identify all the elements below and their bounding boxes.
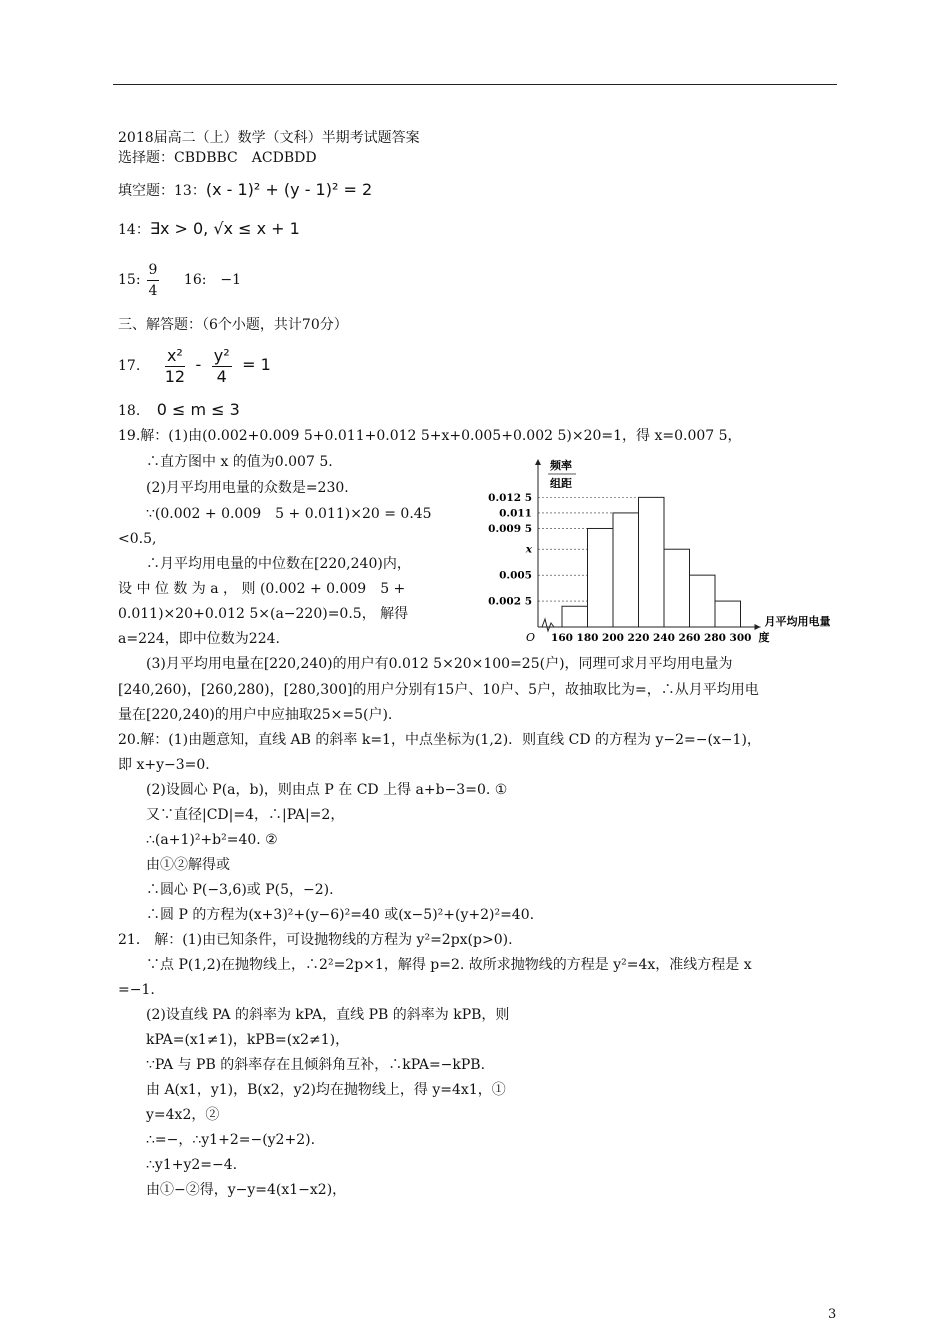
q19-line-6: ∴月平均用电量的中位数在[220,240)内， bbox=[146, 556, 411, 572]
q21-line-10: ∴y1+y2=−4. bbox=[146, 1157, 238, 1173]
q14-label: 14： bbox=[118, 222, 150, 238]
q21-line-4: (2)设直线 PA 的斜率为 kPA，直线 PB 的斜率为 kPB，则 bbox=[146, 1007, 510, 1023]
q19-line-9: a=224，即中位数为224. bbox=[118, 631, 280, 647]
q20-line-7: ∴圆心 P(−3,6)或 P(5，−2). bbox=[146, 882, 334, 898]
q17-num-2: y² bbox=[213, 345, 230, 365]
x-tick-label: 180 bbox=[576, 632, 599, 644]
q20-line-6: 由①②解得或 bbox=[146, 857, 230, 873]
q19-line-3: (2)月平均用电量的众数是=230. bbox=[146, 480, 349, 496]
q19-line-2: ∴直方图中 x 的值为0.007 5. bbox=[146, 454, 333, 470]
q17-rhs: = 1 bbox=[242, 355, 271, 374]
y-tick-label: 0.005 bbox=[499, 569, 532, 582]
q18-answer bbox=[118, 401, 240, 420]
histogram-bar bbox=[562, 606, 588, 627]
q20-line-3: (2)设圆心 P(a，b)，则由点 P 在 CD 上得 a+b−3=0. ① bbox=[146, 782, 508, 798]
axis-break bbox=[542, 619, 554, 631]
q13-expression: (x - 1)² + (y - 1)² = 2 bbox=[205, 180, 373, 199]
y-tick-label: x bbox=[525, 543, 532, 556]
q17-fraction-1 bbox=[165, 346, 185, 387]
q21-line-3: =−1. bbox=[118, 982, 155, 998]
x-tick-label: 300 bbox=[729, 632, 752, 644]
q17-fraction-2 bbox=[212, 346, 232, 387]
histogram-bar bbox=[690, 575, 716, 627]
histogram-bar bbox=[715, 601, 741, 627]
q15-q16-answer bbox=[118, 258, 241, 302]
q19-line-5: <0.5, bbox=[118, 531, 157, 547]
q14-answer bbox=[118, 220, 300, 239]
q20-line-5: ∴(a+1)²+b²=40. ② bbox=[146, 832, 278, 848]
y-tick-label: 0.011 bbox=[499, 507, 532, 520]
q19-line-11: [240,260)，[260,280)，[280,300]的用户分别有15户、10户、5户，故抽取比为=，∴从月平均用电 bbox=[118, 682, 759, 698]
x-tick-label: 200 bbox=[602, 632, 624, 644]
y-tick-label: 0.009 5 bbox=[488, 522, 532, 535]
y-tick-label: 0.002 5 bbox=[488, 595, 532, 608]
section-3-heading: 三、解答题：（6个小题，共计70分） bbox=[118, 317, 348, 333]
q21-line-7: 由 A(x1，y1)，B(x2，y2)均在抛物线上，得 y=4x1，① bbox=[146, 1082, 506, 1098]
x-axis-arrow bbox=[755, 624, 761, 630]
q19-line-12: 量在[220,240)的用户中应抽取25×=5(户). bbox=[118, 707, 393, 723]
q15-numerator: 9 bbox=[147, 260, 160, 281]
frequency-histogram bbox=[480, 455, 830, 655]
x-tick-label: 160 bbox=[551, 632, 573, 644]
y-title-bottom: 组距 bbox=[550, 477, 572, 490]
q16-answer: 16: −1 bbox=[183, 272, 242, 288]
q19-line-10: (3)月平均用电量在[220,240)的用户有0.012 5×20×100=25(户)，同理可求月平均用电量为 bbox=[146, 656, 733, 672]
x-tick-label: 220 bbox=[627, 632, 650, 644]
q17-num-1: x² bbox=[165, 346, 185, 367]
q13-label: 填空题：13： bbox=[118, 183, 206, 199]
q21-line-5: kPA=(x1≠1)，kPB=(x2≠1)， bbox=[146, 1032, 350, 1048]
histogram-bars bbox=[562, 497, 741, 627]
header-rule bbox=[113, 84, 837, 85]
q19-line-4: ∵(0.002 + 0.009 5 + 0.011)×20 = 0.45 bbox=[146, 506, 432, 522]
q17-answer bbox=[118, 343, 271, 388]
q15-label: 15: bbox=[118, 272, 141, 288]
q21-line-2: ∵点 P(1,2)在抛物线上，∴2²=2p×1，解得 p=2. 故所求抛物线的方程是 y²=4x，准线方程是 x bbox=[146, 957, 752, 973]
q13-answer bbox=[118, 181, 372, 200]
q19-line-1: 19.解：(1)由(0.002+0.009 5+0.011+0.012 5+x+0.005+0.002 5)×20=1，得 x=0.007 5， bbox=[118, 428, 742, 444]
origin-label: O bbox=[526, 631, 536, 644]
q21-line-8: y=4x2，② bbox=[146, 1107, 220, 1123]
x-tick-label: 240 bbox=[653, 632, 675, 644]
q19-line-8: 0.011)×20+0.012 5×(a−220)=0.5， 解得 bbox=[118, 606, 409, 622]
q18-label: 18. bbox=[118, 403, 141, 419]
q20-line-2: 即 x+y−3=0. bbox=[118, 757, 210, 773]
histogram-bar bbox=[613, 513, 639, 627]
x-tick-label: 280 bbox=[704, 632, 726, 644]
q18-expression: 0 ≤ m ≤ 3 bbox=[156, 400, 240, 419]
q14-expression: ∃x > 0, √x ≤ x + 1 bbox=[149, 219, 300, 238]
y-title-top: 频率 bbox=[550, 459, 572, 472]
q17-operator: - bbox=[195, 355, 202, 374]
q21-line-11: 由①−②得，y−y=4(x1−x2)， bbox=[146, 1182, 347, 1198]
q17-den-1: 12 bbox=[164, 366, 186, 386]
q15-denominator: 4 bbox=[148, 282, 158, 299]
q20-line-4: 又∵直径|CD|=4，∴|PA|=2， bbox=[146, 807, 345, 823]
histogram-bar bbox=[664, 549, 690, 627]
doc-title: 2018届高二（上）数学（文科）半期考试题答案 bbox=[118, 130, 420, 146]
q19-line-7: 设 中 位 数 为 a ， 则 (0.002 + 0.009 5 + bbox=[118, 581, 406, 597]
q15-fraction bbox=[147, 260, 160, 301]
q20-line-1: 20.解：(1)由题意知，直线 AB 的斜率 k=1，中点坐标为(1,2)．则直线 CD 的方程为 y−2=−(x−1)， bbox=[118, 732, 761, 748]
x-title-line-2: 度 bbox=[758, 631, 770, 644]
histogram-bar bbox=[588, 528, 614, 627]
y-axis-arrow bbox=[535, 459, 541, 465]
q20-line-8: ∴圆 P 的方程为(x+3)²+(y−6)²=40 或(x−5)²+(y+2)²=40. bbox=[146, 907, 535, 923]
q17-label: 17. bbox=[118, 358, 141, 374]
page-number: 3 bbox=[828, 1307, 837, 1322]
q21-line-1: 21． 解：(1)由已知条件，可设抛物线的方程为 y²=2px(p>0). bbox=[118, 932, 513, 948]
x-title-line-1: 月平均用电量 bbox=[764, 615, 830, 628]
q21-line-9: ∴=−，∴y1+2=−(y2+2). bbox=[146, 1132, 316, 1148]
x-tick-label: 260 bbox=[678, 632, 701, 644]
q21-line-6: ∵PA 与 PB 的斜率存在且倾斜角互补，∴kPA=−kPB. bbox=[146, 1057, 486, 1073]
y-tick-label: 0.012 5 bbox=[488, 491, 532, 504]
q17-den-2: 4 bbox=[216, 366, 227, 386]
choice-answers: 选择题：CBDBBC ACDBDD bbox=[118, 150, 317, 166]
histogram-bar bbox=[639, 497, 665, 627]
